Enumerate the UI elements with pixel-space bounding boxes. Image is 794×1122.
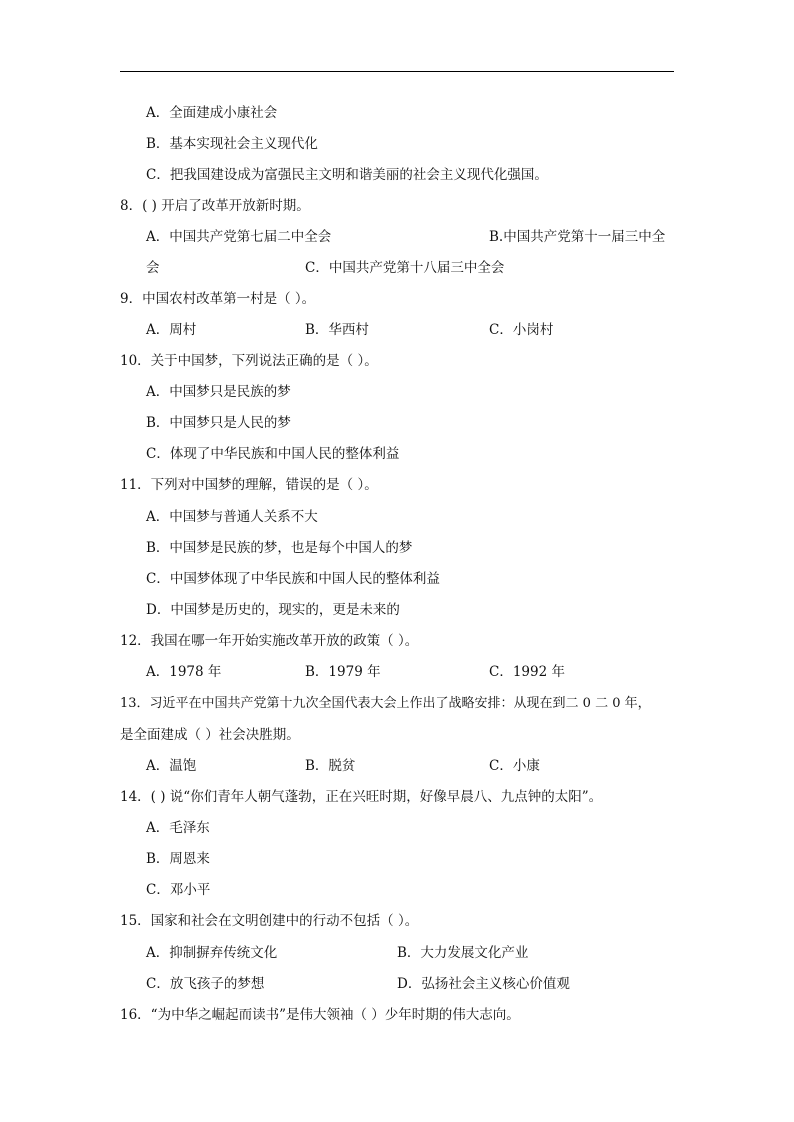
q13-stem-line2: 是全面建成（ ）社会决胜期。 [120,727,300,743]
q12-option-b: B．1979 年 [305,664,381,680]
q12-option-c: C．1992 年 [489,664,565,680]
q7-option-c: C．把我国建设成为富强民主文明和谐美丽的社会主义现代化强国。 [146,167,548,183]
q9-option-b: B．华西村 [305,322,369,338]
q14-option-c: C．邓小平 [146,882,211,898]
q11-option-a: A．中国梦与普通人关系不大 [146,509,318,525]
q8-option-a: A．中国共产党第七届二中全会 [146,229,332,245]
q11-option-d: D．中国梦是历史的，现实的，更是未来的 [146,602,400,618]
q7-option-a: A．全面建成小康社会 [146,105,278,121]
q10-stem: 10．关于中国梦，下列说法正确的是（ ）。 [120,353,378,369]
q14-option-a: A．毛泽东 [146,820,210,836]
q15-option-b: B．大力发展文化产业 [397,945,529,961]
q9-option-a: A．周村 [146,322,197,338]
header-rule [120,71,674,72]
q10-option-a: A．中国梦只是民族的梦 [146,384,291,400]
q10-option-b: B．中国梦只是人民的梦 [146,415,291,431]
q11-option-c: C．中国梦体现了中华民族和中国人民的整体利益 [146,571,440,587]
q15-option-a: A．抑制摒弃传统文化 [146,945,278,961]
q7-option-b: B．基本实现社会主义现代化 [146,136,318,152]
q10-option-c: C．体现了中华民族和中国人民的整体利益 [146,446,400,462]
q14-option-b: B．周恩来 [146,851,210,867]
q16-stem: 16．“为中华之崛起而读书”是伟大领袖（ ）少年时期的伟大志向。 [120,1007,520,1023]
q8-option-b-continued: 会 [146,260,160,276]
q8-stem: 8．( ) 开启了改革开放新时期。 [120,198,310,214]
q15-option-d: D．弘扬社会主义核心价值观 [397,976,570,992]
q11-option-b: B．中国梦是民族的梦，也是每个中国人的梦 [146,540,413,556]
q13-stem-line1: 13．习近平在中国共产党第十九次全国代表大会上作出了战略安排：从现在到二 0 二 0 年， [120,696,651,711]
q12-option-a: A．1978 年 [146,664,222,680]
q11-stem: 11．下列对中国梦的理解，错误的是（ ）。 [120,477,378,493]
q8-option-c: C．中国共产党第十八届三中全会 [305,260,505,276]
q14-stem: 14．( ) 说“你们青年人朝气蓬勃，正在兴旺时期，好像早晨八、九点钟的太阳”。 [120,789,603,805]
q12-stem: 12．我国在哪一年开始实施改革开放的政策（ ）。 [120,633,419,649]
q13-option-b: B．脱贫 [305,758,356,774]
q15-stem: 15．国家和社会在文明创建中的行动不包括（ ）。 [120,913,419,929]
q9-stem: 9．中国农村改革第一村是（ ）。 [120,291,316,307]
q13-option-a: A．温饱 [146,758,197,774]
q8-option-b: B.中国共产党第十一届三中全 [489,229,666,245]
q9-option-c: C．小岗村 [489,322,554,338]
q15-option-c: C．放飞孩子的梦想 [146,976,265,992]
q13-option-c: C．小康 [489,758,540,774]
